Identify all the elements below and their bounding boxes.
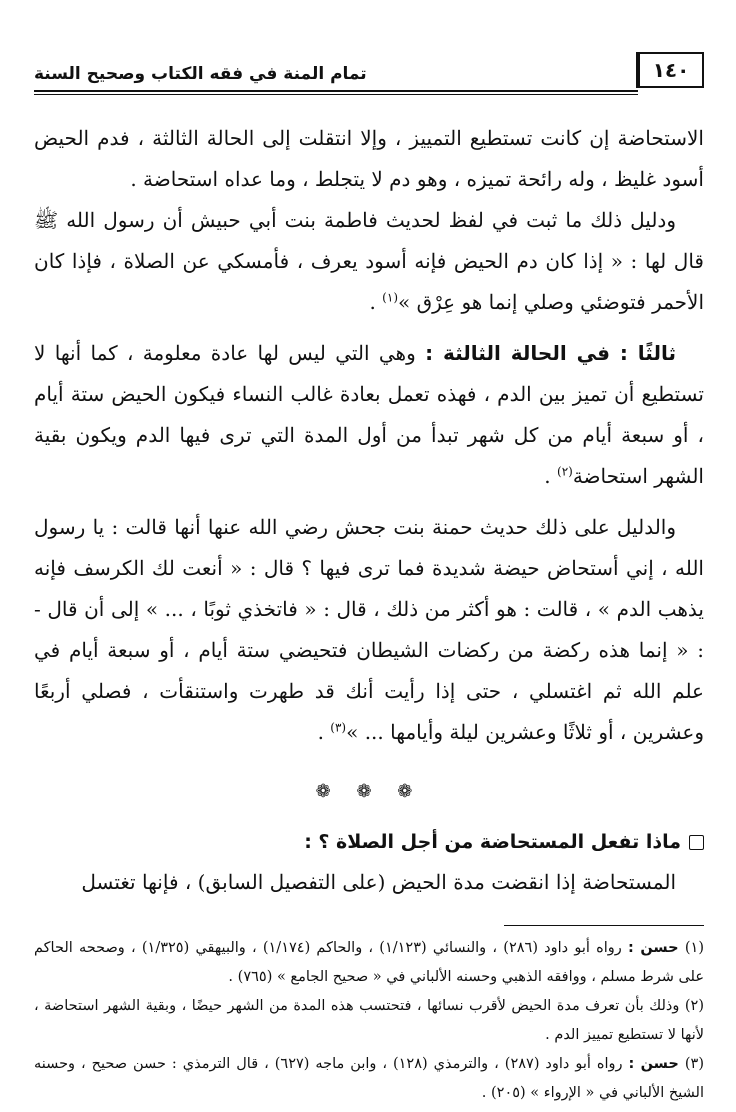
main-text <box>34 118 704 903</box>
paragraph-1: الاستحاضة إن كانت تستطيع التمييز ، وإلا انتقلت إلى الحالة الثالثة ، فدم الحيض أسود غليظ ، وله رائحة تميزه ، وهو دم لا يتجلط ، وما عداه استحاضة . <box>34 126 704 191</box>
paragraph-4-text: والدليل على ذلك حديث حمنة بنت جحش رضي الله عنها أنها قالت : يا رسول الله ، إني أستحاض حيضة شديدة فما ترى فيها ؟ قال : « أنعت لك الكرسف فإنه يذهب الدم » ، قالت : هو أكثر من ذلك ، قال : « فاتخذي ثوبًا ، ... » إلى أن قال - : « إنما هذه ركضة من ركضات الشيطان فتحيضي ستة أيام ، أو سبعة أيام في علم الله ثم اغتسلي ، حتى إذا رأيت أنك قد طهرت واستنقأت ، فصلي أربعًا وعشرين ، أو ثلاثًا وعشرين ليلة وأيامها ... » <box>34 515 704 744</box>
paragraph-3 <box>34 333 704 497</box>
paragraph-2-end: . <box>369 290 383 314</box>
footnote-2-text: وذلك بأن تعرف مدة الحيض لأقرب نسائها ، فتحتسب هذه المدة من الشهر حيضًا ، وبقية الشهر استحاضة ، لأنها لا تستطيع تمييز الدم . <box>34 998 704 1043</box>
paragraph-3-text: وهي التي ليس لها عادة معلومة ، كما أنها لا تستطيع أن تميز بين الدم ، فهذه تعمل بعادة غالب النساء فيكون الحيض ستة أيام ، أو سبعة أيام من كل شهر تبدأ من أول المدة التي ترى فيها الدم ويكون بقية الشهر استحاضة <box>34 341 704 488</box>
footnote-3-number: (٣) <box>684 1056 704 1072</box>
paragraph-4-end: . <box>317 720 331 744</box>
section-heading-text: ماذا تفعل المستحاضة من أجل الصلاة ؟ : <box>304 831 681 853</box>
footnote-3-grade: حسن : <box>628 1056 679 1072</box>
footnote-1-text: رواه أبو داود (٢٨٦) ، والنسائي (١/١٢٣) ، والحاكم (١/١٧٤) ، والبيهقي (١/٣٢٥) ، وصححه الحاكم على شرط مسلم ، ووافقه الذهبي وحسنه الألباني في « صحيح الجامع » (٧٦٥) . <box>34 940 704 985</box>
paragraph-2-text: ودليل ذلك ما ثبت في لفظ لحديث فاطمة بنت أبي حبيش أن رسول الله ﷺ قال لها : « إذا كان دم الحيض فإنه أسود يعرف ، فأمسكي عن الصلاة ، فإذا كان الأحمر فتوضئي وصلي إنما هو عِرْق » <box>34 208 704 314</box>
footnote-ref-3[interactable]: (٣) <box>330 720 347 735</box>
footnote-divider <box>504 925 704 926</box>
paragraph-5: المستحاضة إذا انقضت مدة الحيض (على التفصيل السابق) ، فإنها تغتسل <box>81 870 676 894</box>
footnote-2 <box>34 992 704 1050</box>
paragraph-2 <box>34 200 704 323</box>
book-page <box>34 44 704 1108</box>
section-ornament: ❁ ❁ ❁ <box>315 781 423 802</box>
footnote-1-grade: حسن : <box>627 940 679 956</box>
page-header <box>34 44 704 96</box>
paragraph-3-end: . <box>544 464 557 488</box>
footnote-3-text: رواه أبو داود (٢٨٧) ، والترمذي (١٢٨) ، وابن ماجه (٦٢٧) ، قال الترمذي : حسن صحيح ، وحسنه الشيخ الألباني في « الإرواء » (٢٠٥) . <box>34 1056 704 1101</box>
footnotes <box>34 934 704 1108</box>
paragraph-4 <box>34 507 704 753</box>
footnote-2-number: (٢) <box>684 998 704 1014</box>
header-rule-thin <box>34 94 638 95</box>
footnote-ref-2[interactable]: (٢) <box>557 464 573 479</box>
footnote-ref-1[interactable]: (١) <box>382 290 398 305</box>
footnote-1 <box>34 934 704 992</box>
header-rule <box>34 90 638 92</box>
footnote-1-number: (١) <box>684 940 704 956</box>
footnote-3 <box>34 1050 704 1108</box>
page-number: ١٤٠ <box>636 52 704 88</box>
checkbox-bullet-icon <box>689 835 704 850</box>
running-title: تمام المنة في فقه الكتاب وصحيح السنة <box>34 64 367 84</box>
section-lead-third-case: ثالثًا : في الحالة الثالثة : <box>425 341 676 365</box>
section-heading <box>34 822 704 862</box>
